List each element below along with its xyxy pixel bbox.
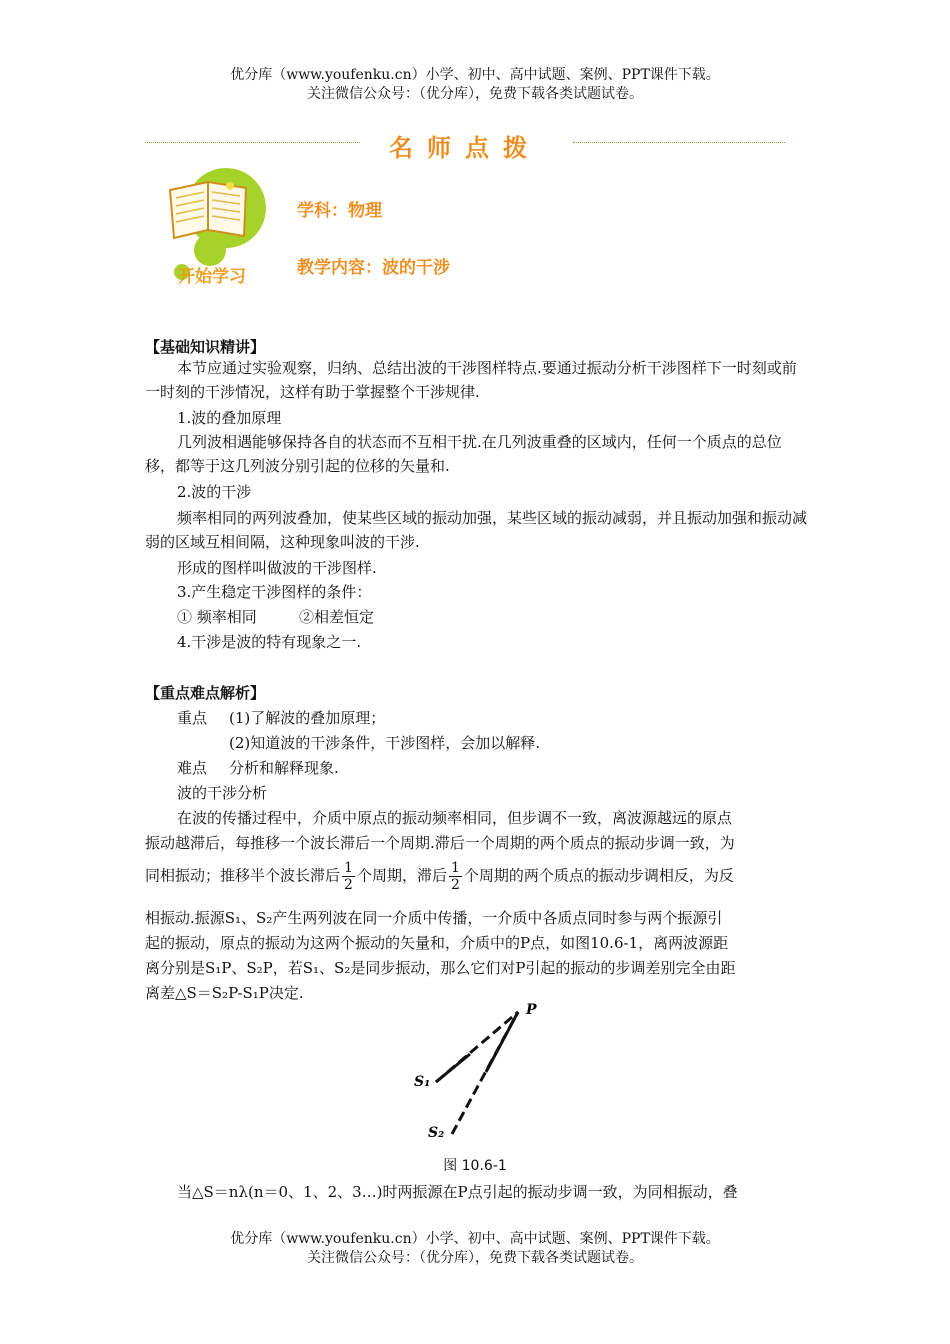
banner-title: 名师点拨 xyxy=(389,134,541,162)
s1-solid-segment xyxy=(436,1054,470,1082)
item3-title: 3.产生稳定干涉图样的条件： xyxy=(177,583,372,601)
subject-label: 学科：物理 xyxy=(297,201,382,221)
header-line-1: 优分库（www.youfenku.cn）小学、初中、高中试题、案例、PPT课件下载。 xyxy=(230,67,720,83)
analysis-line-3c: 个周期的两个质点的振动步调相反，为反 xyxy=(463,866,734,885)
section-basic-intro: 本节应通过实验观察，归纳、总结出波的干涉图样特点.要通过振动分析干涉图样下一时刻或前一时刻的干涉情况，这样有助于掌握整个干涉规律. xyxy=(145,359,797,401)
analysis-line-5: 起的振动，原点的振动为这两个振动的矢量和，介质中的P点，如图10.6-1，离两波源距 xyxy=(145,934,729,952)
analysis-line-3 xyxy=(145,860,734,893)
fraction-one-half-2 xyxy=(449,860,462,893)
label-p: P xyxy=(526,1002,537,1018)
key-label: 重点 xyxy=(177,709,208,727)
key-point-1: (1)了解波的叠加原理； xyxy=(229,709,386,727)
content-label: 教学内容：波的干涉 xyxy=(297,258,450,278)
logo-text: 开始学习 xyxy=(178,267,246,287)
figure-caption: 图 10.6-1 xyxy=(443,1158,507,1174)
fraction-one-half xyxy=(342,860,355,893)
item3-condition-1: ① 频率相同 xyxy=(177,608,257,626)
footer-line-1: 优分库（www.youfenku.cn）小学、初中、高中试题、案例、PPT课件下载。 xyxy=(230,1231,720,1247)
p-solid-segment xyxy=(486,1012,518,1072)
figure-wave-sources xyxy=(410,1000,550,1145)
analysis-line-6: 离分别是S₁P、S₂P，若S₁、S₂是同步振动，那么它们对P引起的振动的步调差别完全由距 xyxy=(145,959,736,977)
item1-text: 几列波相遇能够保持各自的状态而不互相干扰.在几列波重叠的区域内，任何一个质点的总位移，都等于这几列波分别引起的位移的矢量和. xyxy=(145,433,782,475)
banner xyxy=(145,128,785,162)
item2-text: 频率相同的两列波叠加，使某些区域的振动加强，某些区域的振动减弱，并且振动加强和振动减弱的区域互相间隔，这种现象叫波的干涉. xyxy=(145,509,808,551)
label-s2: S₂ xyxy=(428,1125,445,1141)
difficulty-label: 难点 xyxy=(177,759,208,777)
item4: 4.干涉是波的特有现象之一. xyxy=(177,633,362,651)
analysis-last-line: 当△S＝nλ(n＝0、1、2、3…)时两振源在P点引起的振动步调一致，为同相振动，叠 xyxy=(177,1183,738,1201)
analysis-line-3b: 个周期，滞后 xyxy=(356,866,447,885)
item1-title: 1.波的叠加原理 xyxy=(177,409,282,427)
analysis-title: 波的干涉分析 xyxy=(177,784,268,802)
analysis-line-1: 在波的传播过程中，介质中原点的振动频率相同，但步调不一致，离波源越远的原点 xyxy=(177,809,733,827)
fraction-denominator-2: 2 xyxy=(450,877,460,893)
item3-condition-2: ②相差恒定 xyxy=(299,608,375,626)
fraction-denominator: 2 xyxy=(344,877,353,893)
fraction-numerator: 1 xyxy=(344,860,353,876)
analysis-line-4: 相振动.振源S₁、S₂产生两列波在同一介质中传播，一介质中各质点同时参与两个振源引 xyxy=(145,909,723,927)
footer-line-2: 关注微信公众号：（优分库），免费下载各类试题试卷。 xyxy=(307,1250,643,1266)
banner-divider-right xyxy=(573,142,785,143)
section-basic-title: 【基础知识精讲】 xyxy=(145,338,266,356)
section-key-title: 【重点难点解析】 xyxy=(145,684,266,702)
analysis-line-7: 离差△S＝S₂P-S₁P决定. xyxy=(145,984,304,1002)
difficulty-text: 分析和解释现象. xyxy=(229,759,339,777)
fraction-numerator-2: 1 xyxy=(450,860,460,876)
analysis-line-2: 振动越滞后，每推移一个波长滞后一个周期.滞后一个周期的两个质点的振动步调一致，为 xyxy=(145,834,735,852)
header-line-2: 关注微信公众号：（优分库），免费下载各类试题试卷。 xyxy=(307,86,643,102)
key-point-2: (2)知道波的干涉条件，干涉图样，会加以解释. xyxy=(229,734,541,752)
item2-title: 2.波的干涉 xyxy=(177,483,252,501)
label-s1: S₁ xyxy=(414,1074,431,1090)
item2-note: 形成的图样叫做波的干涉图样. xyxy=(177,559,377,577)
analysis-line-3a: 同相振动；推移半个波长滞后 xyxy=(145,866,341,885)
